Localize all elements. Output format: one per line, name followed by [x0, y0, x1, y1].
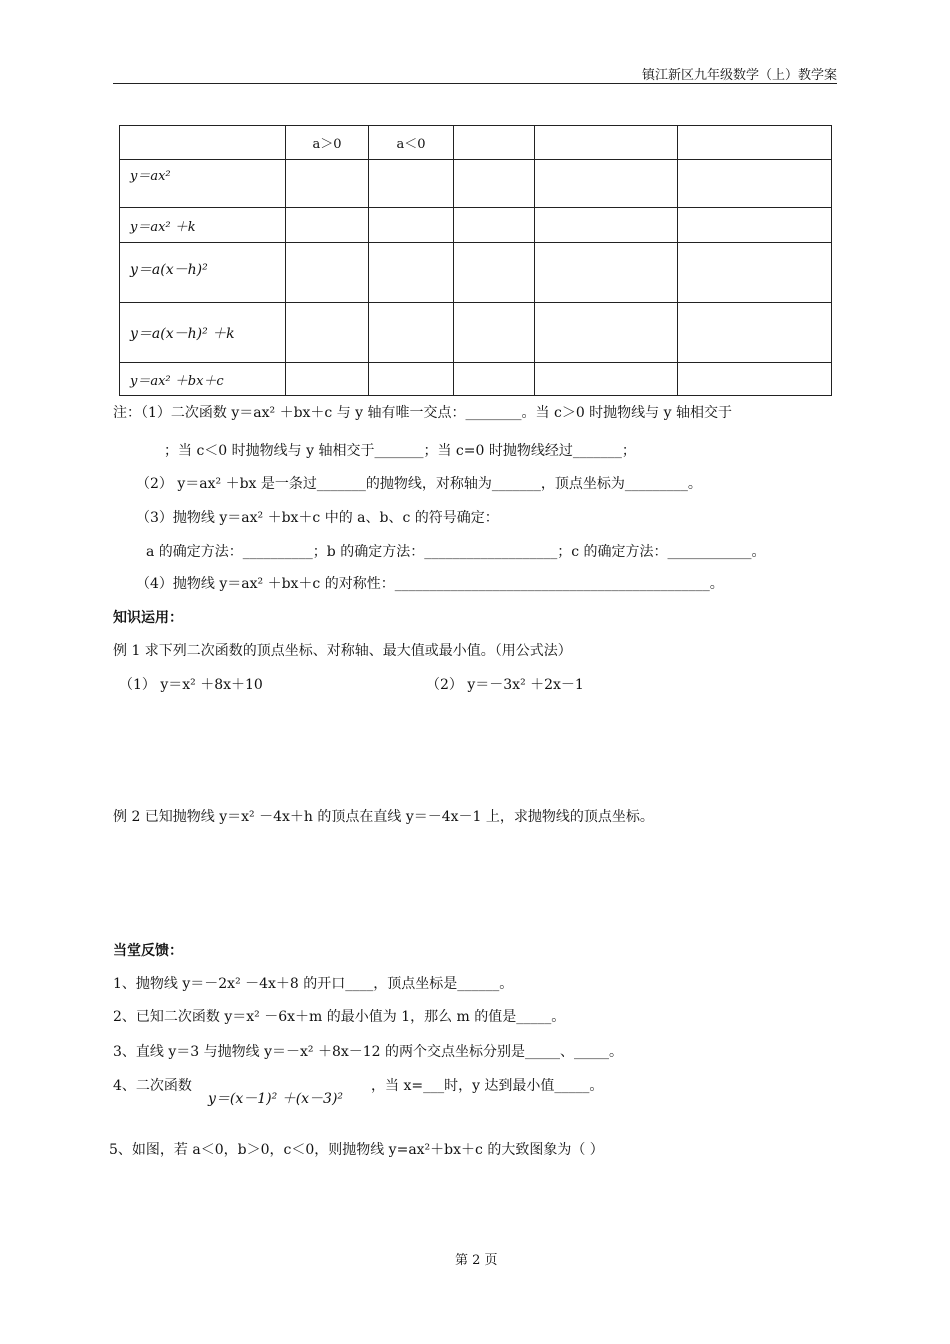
feedback-q4-suffix: ，当 x=___时，y 达到最小值_____。	[371, 1078, 604, 1094]
note-3b: a 的确定方法：__________；b 的确定方法：___________________；c 的确定方法：____________。	[146, 544, 766, 560]
table-row	[120, 208, 832, 243]
note-2: （2） y＝ax² ＋bx 是一条过_______的抛物线，对称轴为_______，顶点坐标为_________。	[136, 476, 702, 492]
page-number: 第 2 页	[455, 1253, 498, 1268]
table-header-cell	[120, 126, 286, 160]
table-row	[120, 363, 832, 396]
table-row-label: y＝a(x－h)² ＋k	[120, 303, 286, 363]
example-1: 例 1 求下列二次函数的顶点坐标、对称轴、最大值或最小值。（用公式法）	[113, 643, 572, 659]
feedback-q3: 3、直线 y＝3 与抛物线 y＝－x² ＋8x－12 的两个交点坐标分别是_____、_____。	[113, 1044, 624, 1060]
note-1b: ；当 c＜0 时抛物线与 y 轴相交于_______；当 c=0 时抛物线经过_______；	[164, 443, 636, 459]
table-header-cell	[454, 126, 535, 160]
table-row	[120, 243, 832, 303]
header-title: 镇江新区九年级数学（上）教学案	[641, 68, 837, 83]
feedback-q1: 1、抛物线 y＝－2x² －4x＋8 的开口____，顶点坐标是______。	[113, 976, 514, 992]
table-header-cell: a＜0	[369, 126, 454, 160]
table-row-label: y＝ax² ＋bx＋c	[120, 363, 286, 396]
note-1a: 注：（1）二次函数 y＝ax² ＋bx＋c 与 y 轴有唯一交点：________。当 c＞0 时抛物线与 y 轴相交于	[113, 405, 732, 421]
table-row-label: y＝a(x－h)²	[120, 243, 286, 303]
table-header-row	[120, 126, 832, 160]
example-2: 例 2 已知抛物线 y＝x² －4x＋h 的顶点在直线 y＝－4x－1 上，求抛物线的顶点坐标。	[113, 809, 654, 825]
table-header-cell	[678, 126, 832, 160]
function-table	[119, 125, 832, 396]
feedback-q4-prefix: 4、二次函数	[113, 1078, 192, 1094]
table-header-cell	[535, 126, 678, 160]
note-4: （4）抛物线 y＝ax² ＋bx＋c 的对称性：_____________________________________________。	[136, 576, 724, 592]
feedback-q2: 2、已知二次函数 y＝x² －6x＋m 的最小值为 1，那么 m 的值是_____。	[113, 1009, 566, 1025]
feedback-q4-formula: y＝(x－1)² ＋(x－3)²	[208, 1091, 344, 1107]
table-row-label: y＝ax²	[120, 160, 286, 208]
table-row-label: y＝ax² ＋k	[120, 208, 286, 243]
knowledge-title: 知识运用：	[113, 610, 183, 626]
header-rule	[113, 83, 837, 84]
feedback-q5: 5、如图，若 a＜0，b＞0，c＜0，则抛物线 y=ax²＋bx＋c 的大致图象为（ ）	[109, 1142, 604, 1158]
table-header-cell: a＞0	[286, 126, 369, 160]
note-3: （3）抛物线 y＝ax² ＋bx＋c 中的 a、b、c 的符号确定：	[136, 510, 499, 526]
example-1-part-1: （1） y＝x² ＋8x＋10	[119, 677, 263, 693]
table-row	[120, 160, 832, 208]
table-row	[120, 303, 832, 363]
feedback-title: 当堂反馈：	[113, 943, 183, 959]
example-1-part-2: （2） y＝－3x² ＋2x－1	[426, 677, 584, 693]
